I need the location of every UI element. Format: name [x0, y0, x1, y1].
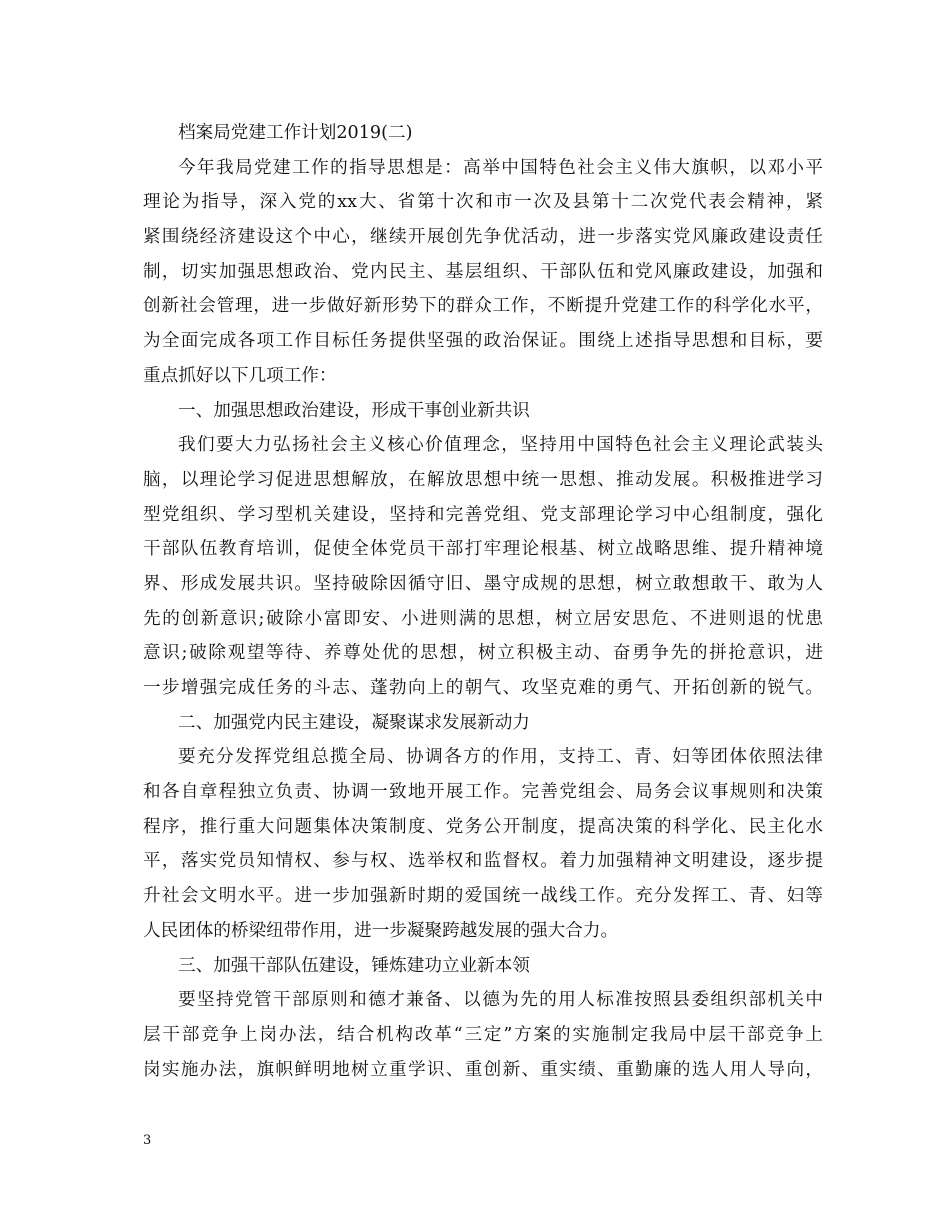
text-line: 脑，以理论学习促进思想解放，在解放思想中统一思想、推动发展。积极推进学习	[143, 469, 823, 490]
text-line: 干部队伍教育培训，促使全体党员干部打牢理论根基、树立战略思维、提升精神境	[143, 539, 823, 560]
text-line: 岗实施办法，旗帜鲜明地树立重学识、重创新、重实绩、重勤廉的选人用人导向，	[143, 1059, 823, 1080]
text-line: 紧围绕经济建设这个中心，继续开展创先争优活动，进一步落实党风廉政建设责任	[143, 227, 823, 248]
text-line: 重点抓好以下几项工作：	[143, 365, 337, 386]
text-line: 层干部竞争上岗办法，结合机构改革“三定”方案的实施制定我局中层干部竞争上	[143, 1024, 823, 1045]
text-line: 今年我局党建工作的指导思想是：高举中国特色社会主义伟大旗帜，以邓小平	[178, 157, 823, 178]
text-line: 为全面完成各项工作目标任务提供坚强的政治保证。围绕上述指导思想和目标，要	[143, 331, 823, 352]
text-line: 升社会文明水平。进一步加强新时期的爱国统一战线工作。充分发挥工、青、妇等	[143, 886, 823, 907]
text-line: 要充分发挥党组总揽全局、协调各方的作用，支持工、青、妇等团体依照法律	[178, 747, 823, 768]
text-line: 档案局党建工作计划2019(二)	[178, 123, 413, 143]
text-line: 创新社会管理，进一步做好新形势下的群众工作，不断提升党建工作的科学化水平，	[143, 296, 823, 317]
text-line: 人民团体的桥梁纽带作用，进一步凝聚跨越发展的强大合力。	[143, 920, 619, 941]
text-line: 三、加强干部队伍建设，锤炼建功立业新本领	[178, 955, 530, 976]
text-line: 先的创新意识;破除小富即安、小进则满的思想，树立居安思危、不进则退的忧患	[143, 608, 823, 629]
text-line: 型党组织、学习型机关建设，坚持和完善党组、党支部理论学习中心组制度，强化	[143, 504, 823, 525]
text-line: 一、加强思想政治建设，形成干事创业新共识	[178, 400, 530, 421]
text-line: 意识;破除观望等待、养尊处优的思想，树立积极主动、奋勇争先的拼抢意识，进	[143, 643, 823, 664]
text-line: 程序，推行重大问题集体决策制度、党务公开制度，提高决策的科学化、民主化水	[143, 816, 823, 837]
text-line: 平，落实党员知情权、参与权、选举权和监督权。着力加强精神文明建设，逐步提	[143, 851, 823, 872]
text-line: 制，切实加强思想政治、党内民主、基层组织、干部队伍和党风廉政建设，加强和	[143, 261, 823, 282]
page-number: 3	[143, 1133, 152, 1148]
text-line: 要坚持党管干部原则和德才兼备、以德为先的用人标准按照县委组织部机关中	[178, 990, 823, 1011]
text-line: 界、形成发展共识。坚持破除因循守旧、墨守成规的思想，树立敢想敢干、敢为人	[143, 573, 823, 594]
text-line: 和各自章程独立负责、协调一致地开展工作。完善党组会、局务会议事规则和决策	[143, 782, 823, 803]
text-line: 一步增强完成任务的斗志、蓬勃向上的朝气、攻坚克难的勇气、开拓创新的锐气。	[143, 678, 823, 698]
document-body	[143, 116, 823, 1087]
text-line: 二、加强党内民主建设，凝聚谋求发展新动力	[178, 712, 530, 733]
text-line: 我们要大力弘扬社会主义核心价值理念，坚持用中国特色社会主义理论武装头	[178, 435, 823, 456]
text-line: 理论为指导，深入党的xx大、省第十次和市一次及县第十二次党代表会精神，紧	[143, 192, 823, 213]
